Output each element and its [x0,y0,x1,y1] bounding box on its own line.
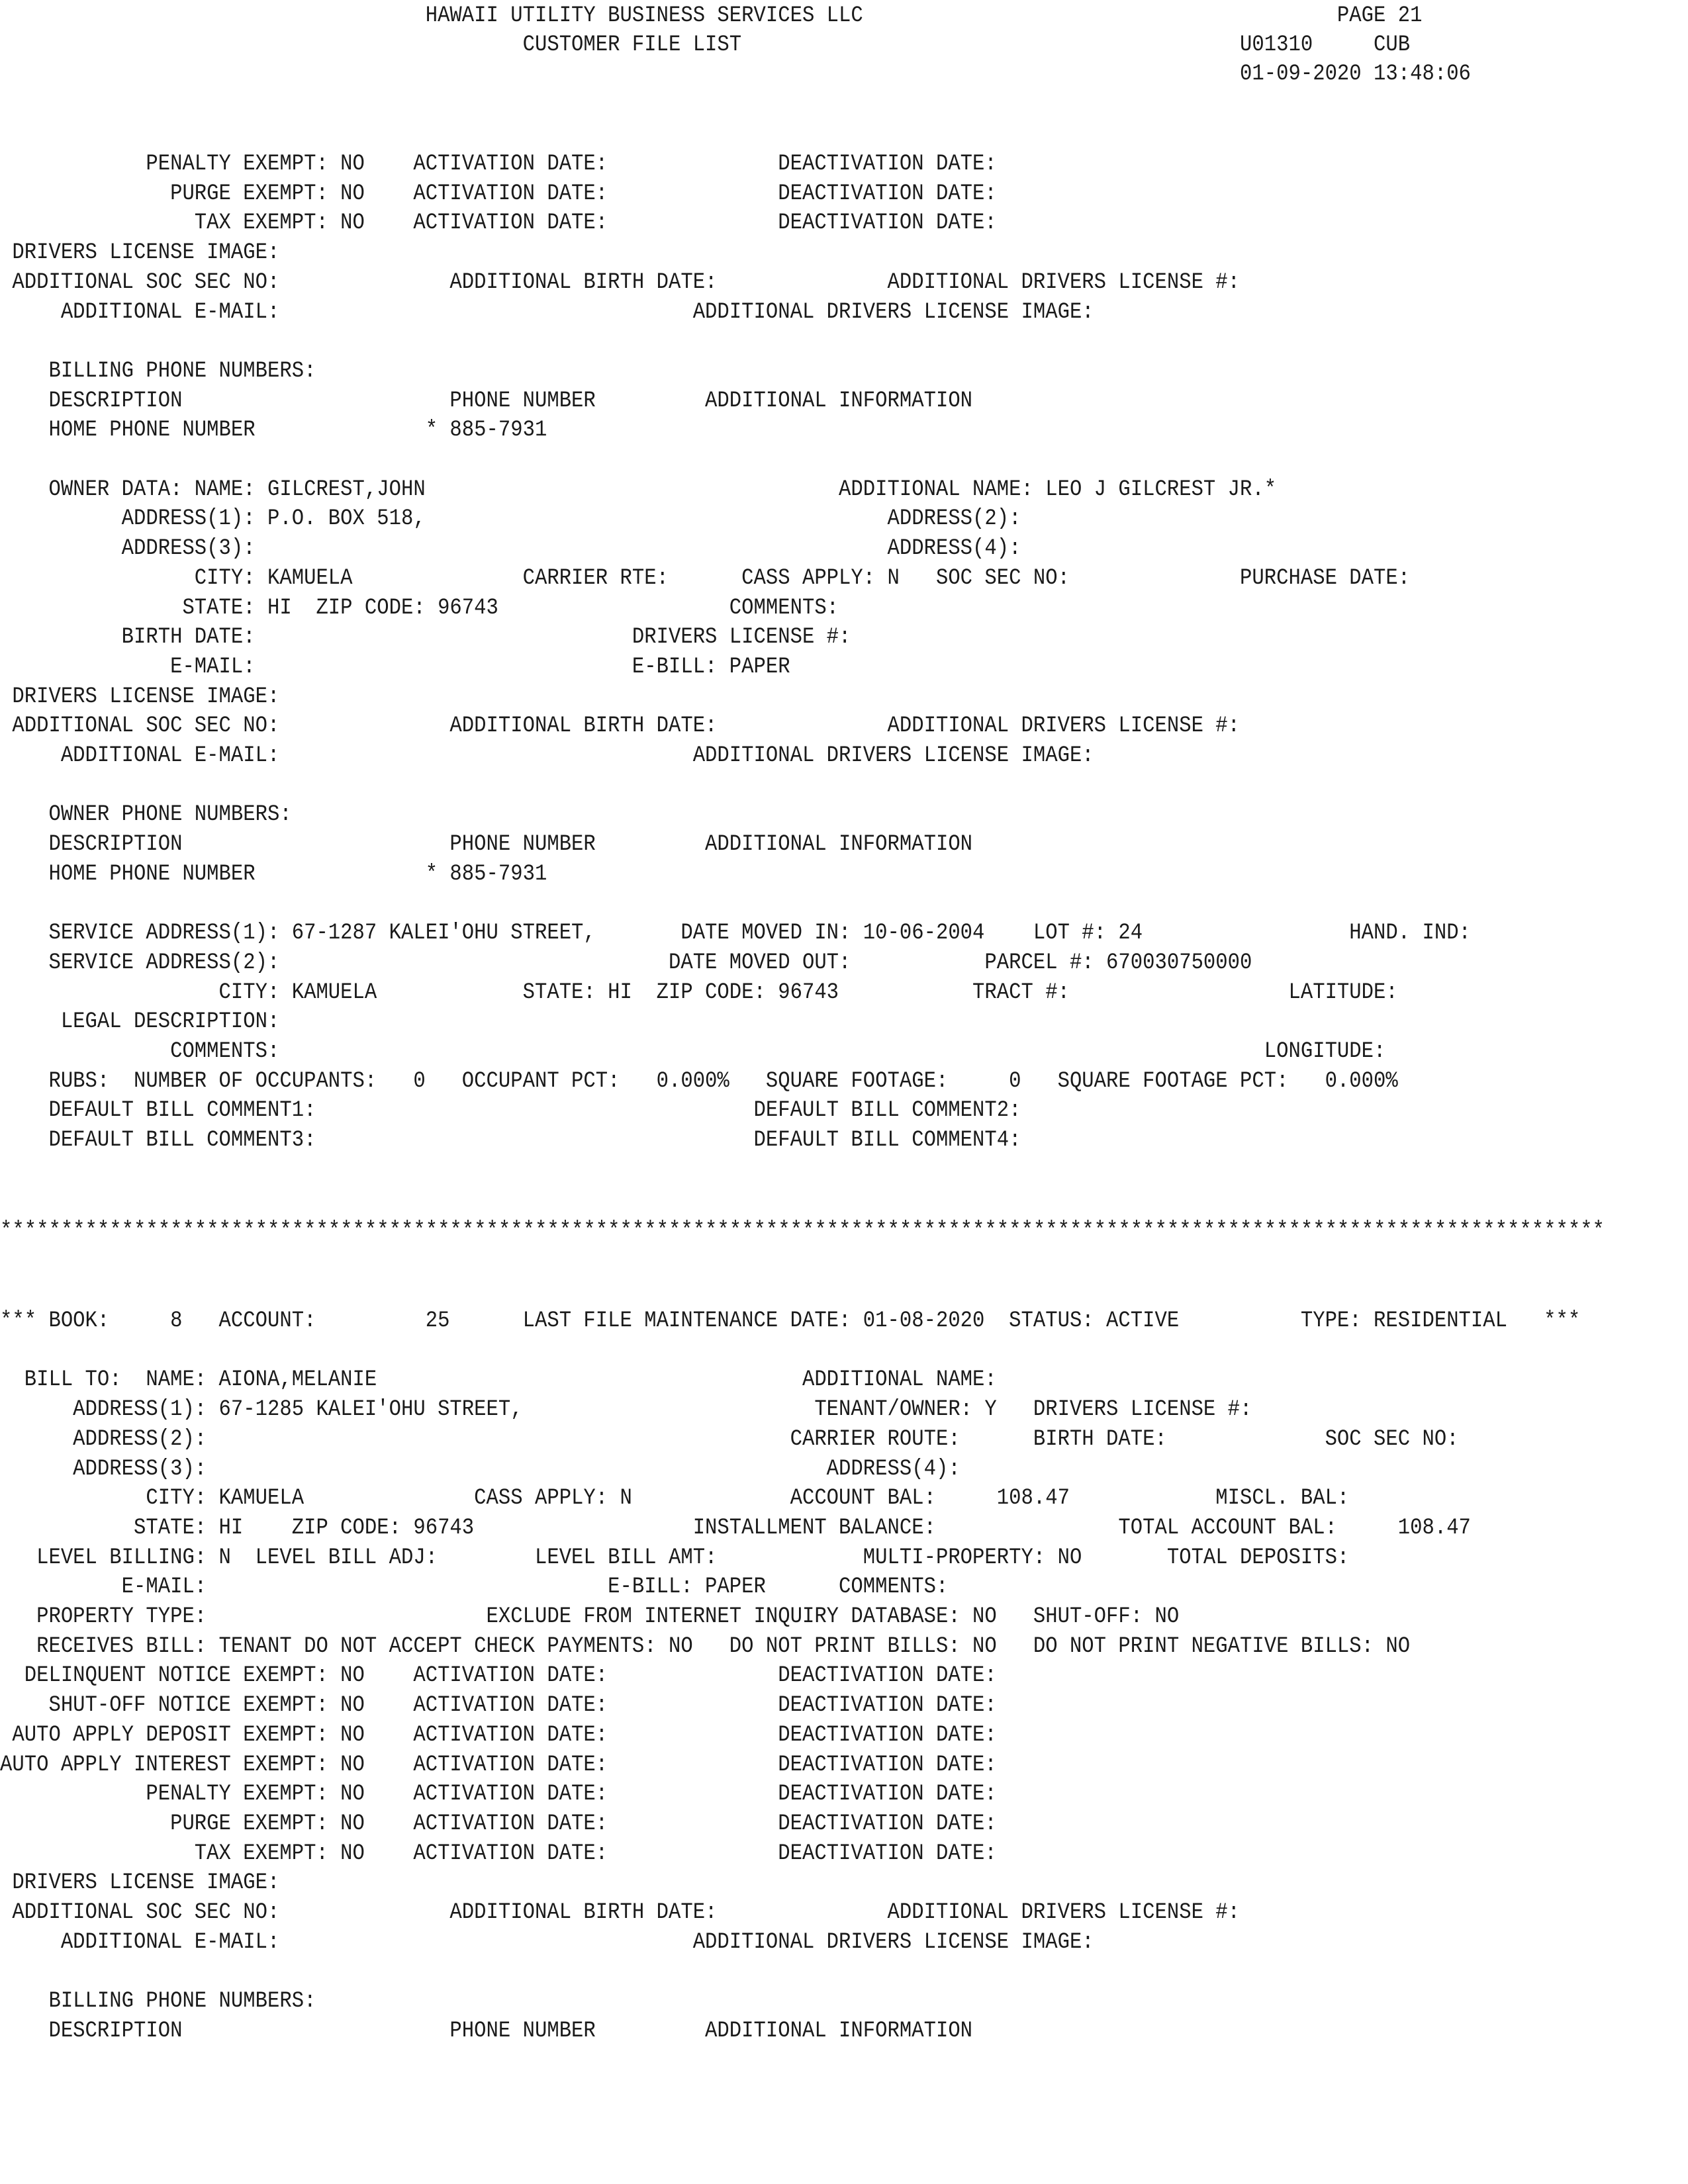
record-line: BILLING PHONE NUMBERS: [0,1989,316,2015]
record-line: RUBS: NUMBER OF OCCUPANTS: 0 OCCUPANT PCT: 0.000% SQUARE FOOTAGE: 0 SQUARE FOOTAGE PCT: 0.000% [0,1068,1398,1094]
record-line: DESCRIPTION PHONE NUMBER ADDITIONAL INFORMATION [0,832,973,858]
record-line: ADDITIONAL E-MAIL: ADDITIONAL DRIVERS LICENSE IMAGE: [0,299,1094,325]
record-line: BIRTH DATE: DRIVERS LICENSE #: [0,625,851,651]
record-line: DEFAULT BILL COMMENT1: DEFAULT BILL COMMENT2: [0,1098,1021,1124]
record-line: ADDITIONAL SOC SEC NO: ADDITIONAL BIRTH DATE: ADDITIONAL DRIVERS LICENSE #: [0,1900,1241,1925]
record-line: ADDITIONAL E-MAIL: ADDITIONAL DRIVERS LICENSE IMAGE: [0,743,1094,768]
record-line: STATE: HI ZIP CODE: 96743 COMMENTS: [0,595,839,621]
record-line: ADDRESS(1): 67-1285 KALEI'OHU STREET, TENANT/OWNER: Y DRIVERS LICENSE #: [0,1397,1252,1423]
record-line: *** BOOK: 8 ACCOUNT: 25 LAST FILE MAINTENANCE DATE: 01-08-2020 STATUS: ACTIVE TYPE: RESIDENTIAL *** [0,1308,1581,1334]
record-line: DRIVERS LICENSE IMAGE: [0,1870,280,1896]
record-line: PURGE EXEMPT: NO ACTIVATION DATE: DEACTIVATION DATE: [0,181,997,206]
record-line: CITY: KAMUELA STATE: HI ZIP CODE: 96743 TRACT #: LATITUDE: [0,979,1398,1005]
report-company-line: HAWAII UTILITY BUSINESS SERVICES LLC PAGE 21 [0,3,1423,28]
record-line: PENALTY EXEMPT: NO ACTIVATION DATE: DEACTIVATION DATE: [0,152,997,177]
record-line: SERVICE ADDRESS(2): DATE MOVED OUT: PARCEL #: 670030750000 [0,950,1252,976]
record-line: LEGAL DESCRIPTION: [0,1009,280,1035]
record-line: DRIVERS LICENSE IMAGE: [0,240,280,266]
record-line: CITY: KAMUELA CARRIER RTE: CASS APPLY: N SOC SEC NO: PURCHASE DATE: [0,565,1411,591]
record-line: SERVICE ADDRESS(1): 67-1287 KALEI'OHU STREET, DATE MOVED IN: 10-06-2004 LOT #: 24 HAND. IND: [0,921,1471,946]
record-line: BILLING PHONE NUMBERS: [0,358,316,384]
record-line: TAX EXEMPT: NO ACTIVATION DATE: DEACTIVATION DATE: [0,210,997,236]
record-line: HOME PHONE NUMBER * 885-7931 [0,418,547,443]
record-line: ADDITIONAL SOC SEC NO: ADDITIONAL BIRTH DATE: ADDITIONAL DRIVERS LICENSE #: [0,713,1241,739]
record-line: AUTO APPLY DEPOSIT EXEMPT: NO ACTIVATION DATE: DEACTIVATION DATE: [0,1722,997,1748]
record-line: SHUT-OFF NOTICE EXEMPT: NO ACTIVATION DATE: DEACTIVATION DATE: [0,1693,997,1719]
record-line: AUTO APPLY INTEREST EXEMPT: NO ACTIVATION DATE: DEACTIVATION DATE: [0,1752,997,1778]
record-line: OWNER DATA: NAME: GILCREST,JOHN ADDITIONAL NAME: LEO J GILCREST JR.* [0,477,1277,502]
record-line: ADDRESS(3): ADDRESS(4): [0,1456,961,1482]
record-line: CITY: KAMUELA CASS APPLY: N ACCOUNT BAL: 108.47 MISCL. BAL: [0,1486,1350,1512]
record-line: RECEIVES BILL: TENANT DO NOT ACCEPT CHECK PAYMENTS: NO DO NOT PRINT BILLS: NO DO NOT PRINT NEGATIVE BILLS: NO [0,1633,1411,1659]
record-line: ADDITIONAL E-MAIL: ADDITIONAL DRIVERS LICENSE IMAGE: [0,1929,1094,1955]
record-line: DELINQUENT NOTICE EXEMPT: NO ACTIVATION DATE: DEACTIVATION DATE: [0,1663,997,1689]
record-line: LEVEL BILLING: N LEVEL BILL ADJ: LEVEL BILL AMT: MULTI-PROPERTY: NO TOTAL DEPOSITS: [0,1545,1350,1570]
record-line: OWNER PHONE NUMBERS: [0,802,292,828]
record-line: ADDRESS(1): P.O. BOX 518, ADDRESS(2): [0,506,1021,532]
record-line: DRIVERS LICENSE IMAGE: [0,684,280,709]
record-line: COMMENTS: LONGITUDE: [0,1039,1386,1064]
record-line: TAX EXEMPT: NO ACTIVATION DATE: DEACTIVATION DATE: [0,1841,997,1866]
record-line: DESCRIPTION PHONE NUMBER ADDITIONAL INFORMATION [0,388,973,414]
record-line: HOME PHONE NUMBER * 885-7931 [0,861,547,887]
record-line: STATE: HI ZIP CODE: 96743 INSTALLMENT BALANCE: TOTAL ACCOUNT BAL: 108.47 [0,1515,1471,1541]
record-line: DEFAULT BILL COMMENT3: DEFAULT BILL COMMENT4: [0,1128,1021,1154]
record-line: ADDRESS(3): ADDRESS(4): [0,536,1021,562]
record-line: E-MAIL: E-BILL: PAPER [0,654,790,680]
record-line: ADDRESS(2): CARRIER ROUTE: BIRTH DATE: SOC SEC NO: [0,1426,1459,1452]
record-line: PURGE EXEMPT: NO ACTIVATION DATE: DEACTIVATION DATE: [0,1811,997,1837]
record-line: BILL TO: NAME: AIONA,MELANIE ADDITIONAL NAME: [0,1367,997,1393]
report-title-line: CUSTOMER FILE LIST U01310 CUB [0,32,1411,58]
record-line: PENALTY EXEMPT: NO ACTIVATION DATE: DEACTIVATION DATE: [0,1782,997,1807]
record-line: ADDITIONAL SOC SEC NO: ADDITIONAL BIRTH DATE: ADDITIONAL DRIVERS LICENSE #: [0,269,1241,295]
record-line: DESCRIPTION PHONE NUMBER ADDITIONAL INFORMATION [0,2018,973,2044]
record-line: PROPERTY TYPE: EXCLUDE FROM INTERNET INQUIRY DATABASE: NO SHUT-OFF: NO [0,1604,1180,1629]
record-line: E-MAIL: E-BILL: PAPER COMMENTS: [0,1574,949,1600]
report-datetime-line: 01-09-2020 13:48:06 [0,62,1471,87]
account-separator: ************************************************************************************************************************************ [0,1218,1605,1244]
